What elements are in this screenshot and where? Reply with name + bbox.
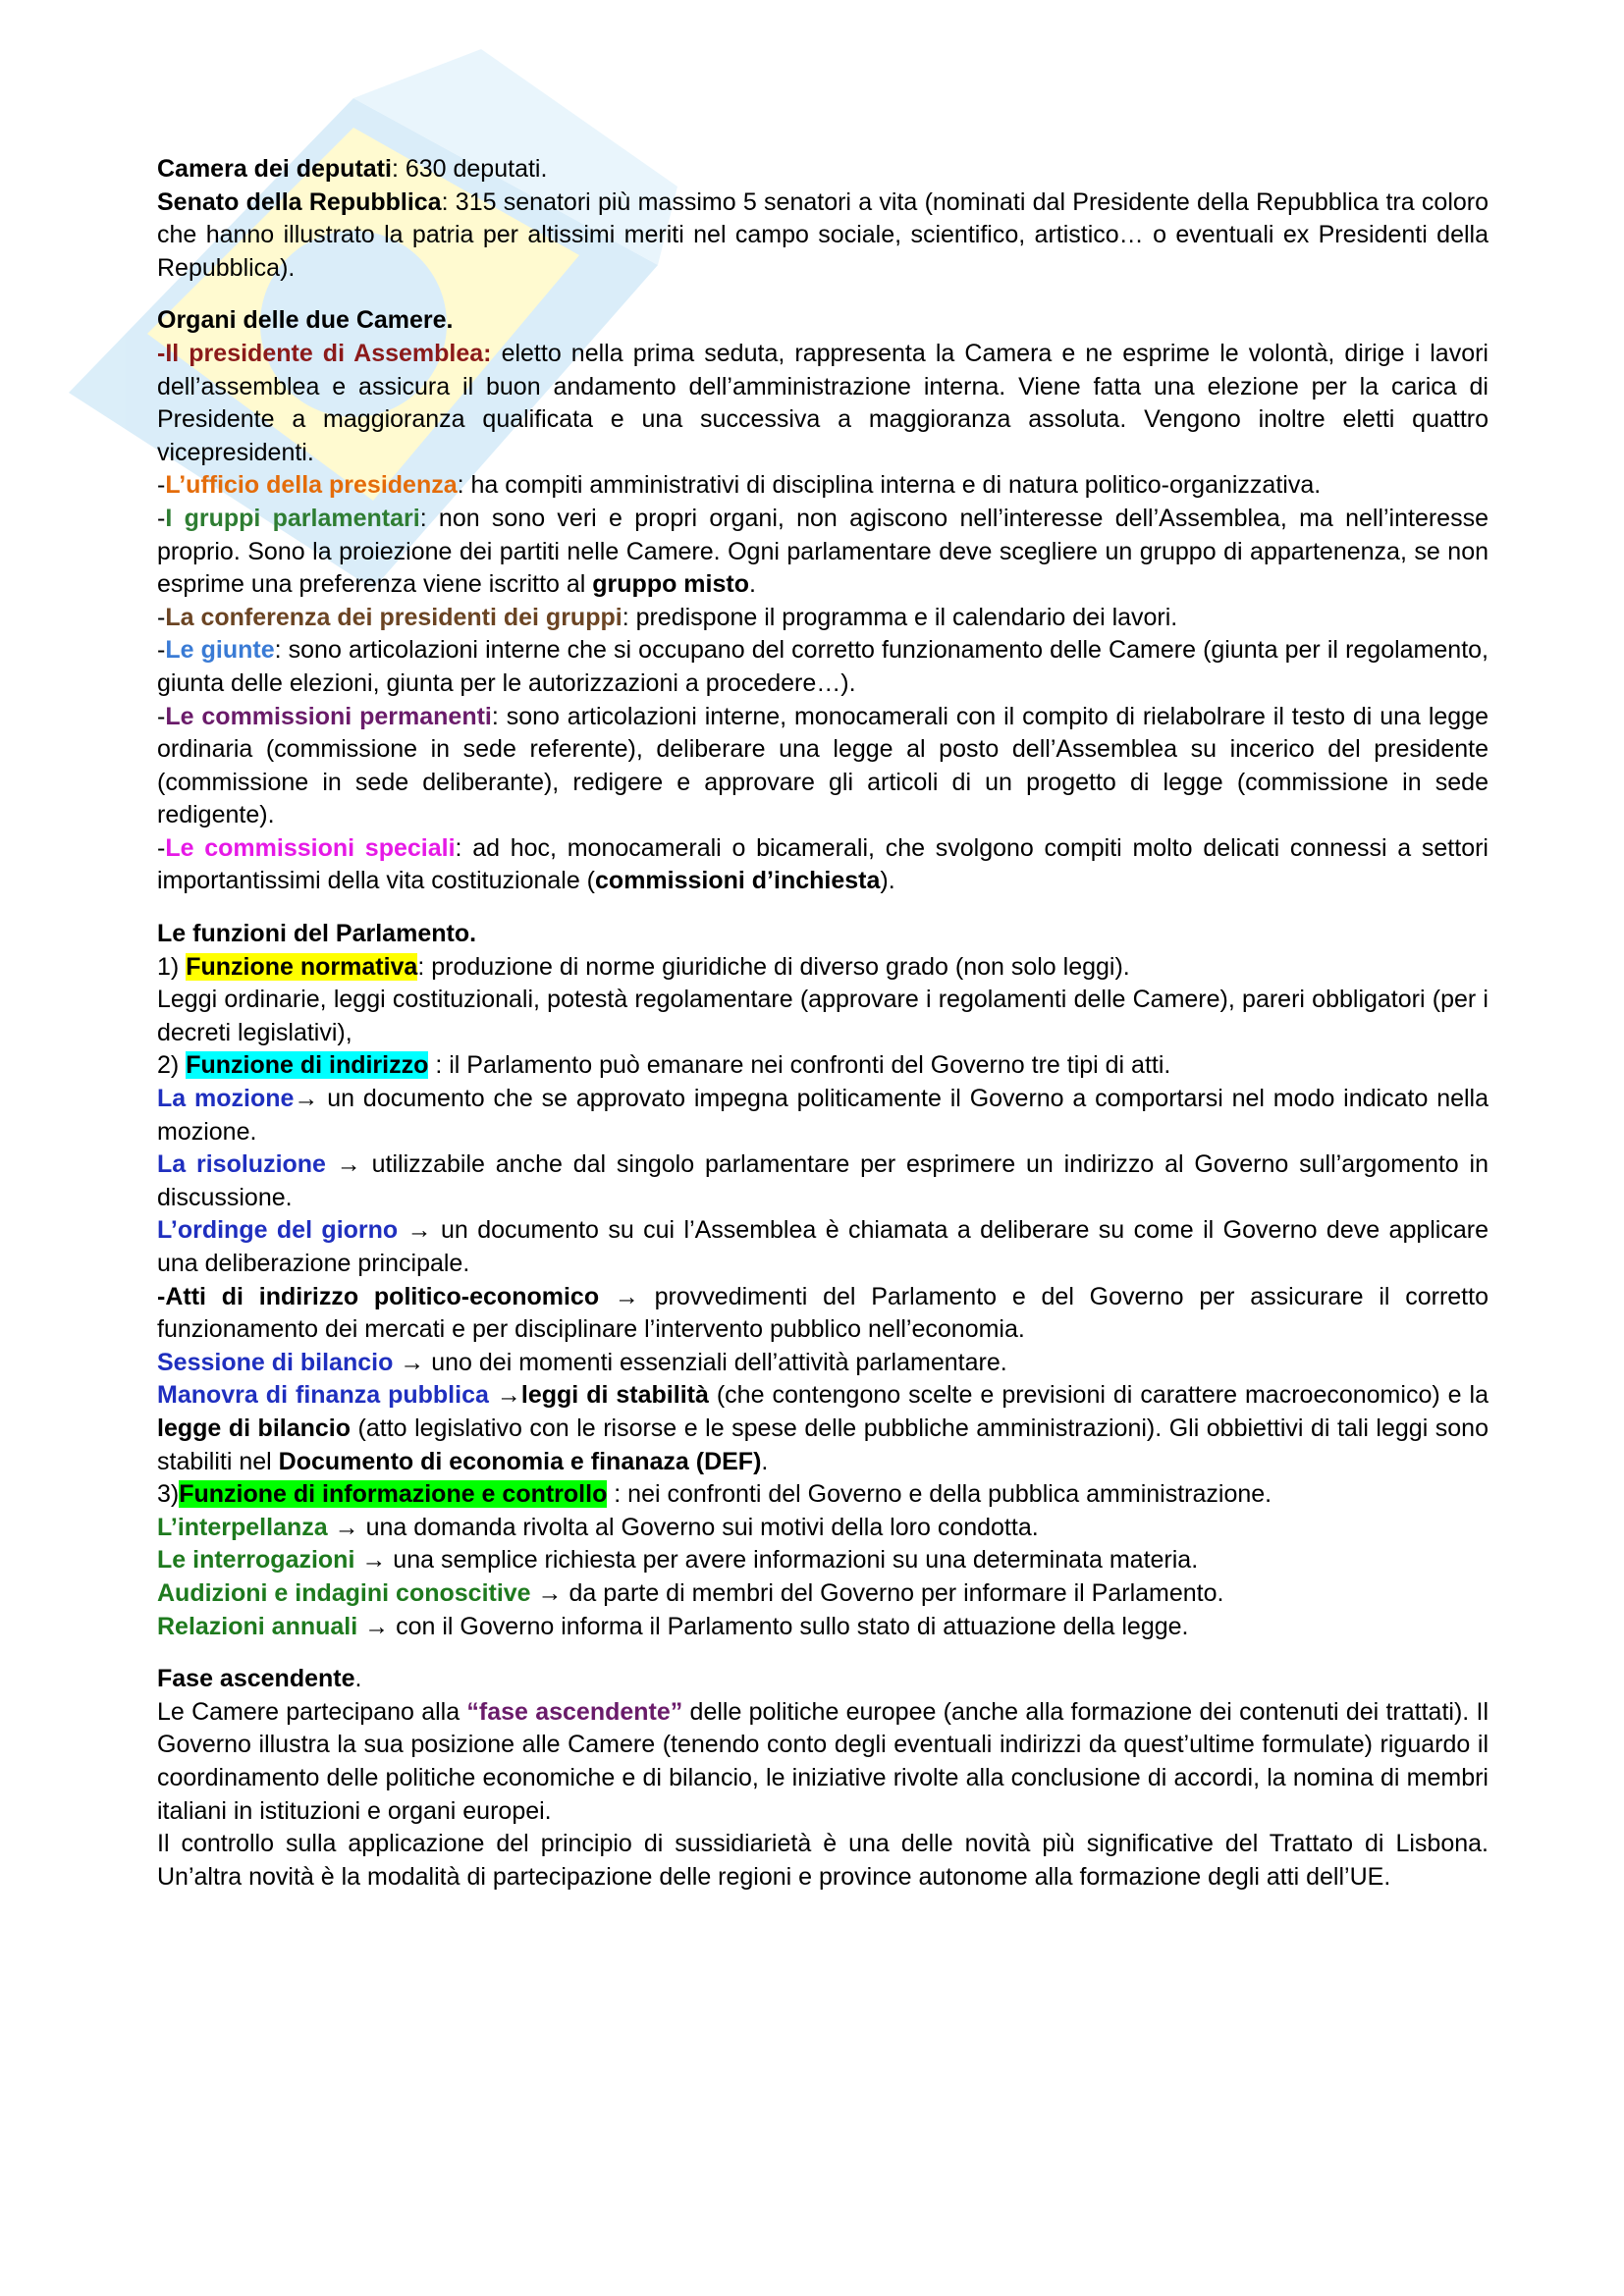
- item-commissioni-speciali: -Le commissioni speciali: ad hoc, monocamerali o bicamerali, che svolgono compiti molto delicati connessi a settori importantissimi della vita costituzionale (commissioni d’inchiesta).: [157, 833, 1489, 895]
- item-manovra: Manovra di finanza pubblica →leggi di stabilità (che contengono scelte e previsioni di carattere macroeconomico) e la legge di bilancio (atto legislativo con le risorse e le spese delle pubbliche amministrazioni). Gli obbiettivi di tali leggi sono stabiliti nel Documento di economia e finanaza (DEF).: [157, 1381, 1489, 1475]
- term-camera: Camera dei deputati: [157, 155, 392, 183]
- item-relazioni: Relazioni annuali → con il Governo informa il Parlamento sullo stato di attuazione della legge.: [157, 1612, 1189, 1640]
- paragraph-fase-1: Le Camere partecipano alla “fase ascendente” delle politiche europee (anche alla formazione dei contenuti dei trattati). Il Governo illustra la sua posizione alle Camere (tenendo conto degli eventuali indirizzi da quest’ultime formulate) riguardo il coordinamento delle politiche economiche e di bilancio, le iniziative rivolte alla conclusione di accordi, la nomina di membri italiani in istituzioni e organi europei.: [157, 1697, 1489, 1825]
- section-title-organi: Organi delle due Camere.: [157, 306, 454, 335]
- item-atti-indirizzo: -Atti di indirizzo politico-economico → provvedimenti del Parlamento e del Governo per assicurare il corretto funzionamento dei mercati e per disciplinare l’intervento pubblico nell’economia.: [157, 1282, 1489, 1344]
- item-funzione-normativa: 1) Funzione normativa: produzione di norme giuridiche di diverso grado (non solo leggi).: [157, 952, 1130, 981]
- paragraph-fase-2: Il controllo sulla applicazione del principio di sussidiarietà è una delle novità più significative del Trattato di Lisbona. Un’altra novità è la modalità di partecipazione delle regioni e province autonome alla formazione degli atti dell’UE.: [157, 1830, 1489, 1891]
- item-commissioni-permanenti: -Le commissioni permanenti: sono articolazioni interne, monocamerali con il compito di rielabolrare il testo di una legge ordinaria (commissione in sede referente), deliberare una legge al posto dell’Assemblea su incerico del presidente (commissione in sede deliberante), redigere e approvare gli articoli di un progetto di legge (commissione in sede redigente).: [157, 702, 1489, 829]
- item-leggi-ordinarie: Leggi ordinarie, leggi costituzionali, potestà regolamentare (approvare i regolamenti delle Camere), pareri obbligatori (per i decreti legislativi),: [157, 986, 1489, 1046]
- paragraph-camera: Camera dei deputati: 630 deputati.: [157, 155, 548, 183]
- document-body: [157, 153, 1489, 1894]
- item-interrogazioni: Le interrogazioni → una semplice richiesta per avere informazioni su una determinata materia.: [157, 1546, 1199, 1575]
- item-interpellanza: L’interpellanza → una domanda rivolta al Governo sui motivi della loro condotta.: [157, 1513, 1039, 1541]
- item-funzione-indirizzo: 2) Funzione di indirizzo : il Parlamento può emanare nei confronti del Governo tre tipi di atti.: [157, 1051, 1171, 1080]
- item-audizioni: Audizioni e indagini conoscitive → da parte di membri del Governo per informare il Parlamento.: [157, 1578, 1224, 1607]
- item-ordinge: L’ordinge del giorno → un documento su cui l’Assemblea è chiamata a deliberare su come il Governo deve applicare una deliberazione principale.: [157, 1216, 1489, 1277]
- item-funzione-controllo: 3)Funzione di informazione e controllo : nei confronti del Governo e della pubblica amministrazione.: [157, 1480, 1272, 1509]
- item-conferenza: -La conferenza dei presidenti dei gruppi: predispone il programma e il calendario dei lavori.: [157, 603, 1178, 631]
- item-sessione-bilancio: Sessione di bilancio → uno dei momenti essenziali dell’attività parlamentare.: [157, 1348, 1007, 1376]
- item-gruppi: -I gruppi parlamentari: non sono veri e propri organi, non agiscono nell’interesse dell’Assemblea, ma nell’interesse proprio. Sono la proiezione dei partiti nelle Camere. Ogni parlamentare deve scegliere un gruppo di appartenenza, se non esprime una preferenza viene iscritto al gruppo misto.: [157, 504, 1489, 599]
- section-title-funzioni: Le funzioni del Parlamento.: [157, 920, 477, 948]
- item-risoluzione: La risoluzione → utilizzabile anche dal singolo parlamentare per esprimere un indirizzo al Governo sull’argomento in discussione.: [157, 1150, 1489, 1211]
- item-ufficio: -L’ufficio della presidenza: ha compiti amministrativi di disciplina interna e di natura politico-organizzativa.: [157, 471, 1322, 500]
- paragraph-senato: Senato della Repubblica: 315 senatori più massimo 5 senatori a vita (nominati dal Presidente della Repubblica tra coloro che hanno illustrato la patria per altissimi meriti nel campo sociale, scientifico, artistico… o eventuali ex Presidenti della Repubblica).: [157, 187, 1489, 282]
- item-giunte: -Le giunte: sono articolazioni interne che si occupano del corretto funzionamento delle Camere (giunta per il regolamento, giunta delle elezioni, giunta per le autorizzazioni a procedere…).: [157, 636, 1489, 697]
- term-senato: Senato della Repubblica: [157, 187, 442, 216]
- item-mozione: La mozione→ un documento che se approvato impegna politicamente il Governo a comportarsi nel modo indicato nella mozione.: [157, 1085, 1489, 1146]
- section-title-fase: Fase ascendente.: [157, 1665, 362, 1693]
- item-presidente: -Il presidente di Assemblea: eletto nella prima seduta, rappresenta la Camera e ne esprime le volontà, dirige i lavori dell’assemblea e assicura il buon andamento dell’amministrazione interna. Viene fatta una elezione per la carica di Presidente a maggioranza qualificata e una successiva a maggioranza assoluta. Vengono inoltre eletti quattro vicepresidenti.: [157, 339, 1489, 466]
